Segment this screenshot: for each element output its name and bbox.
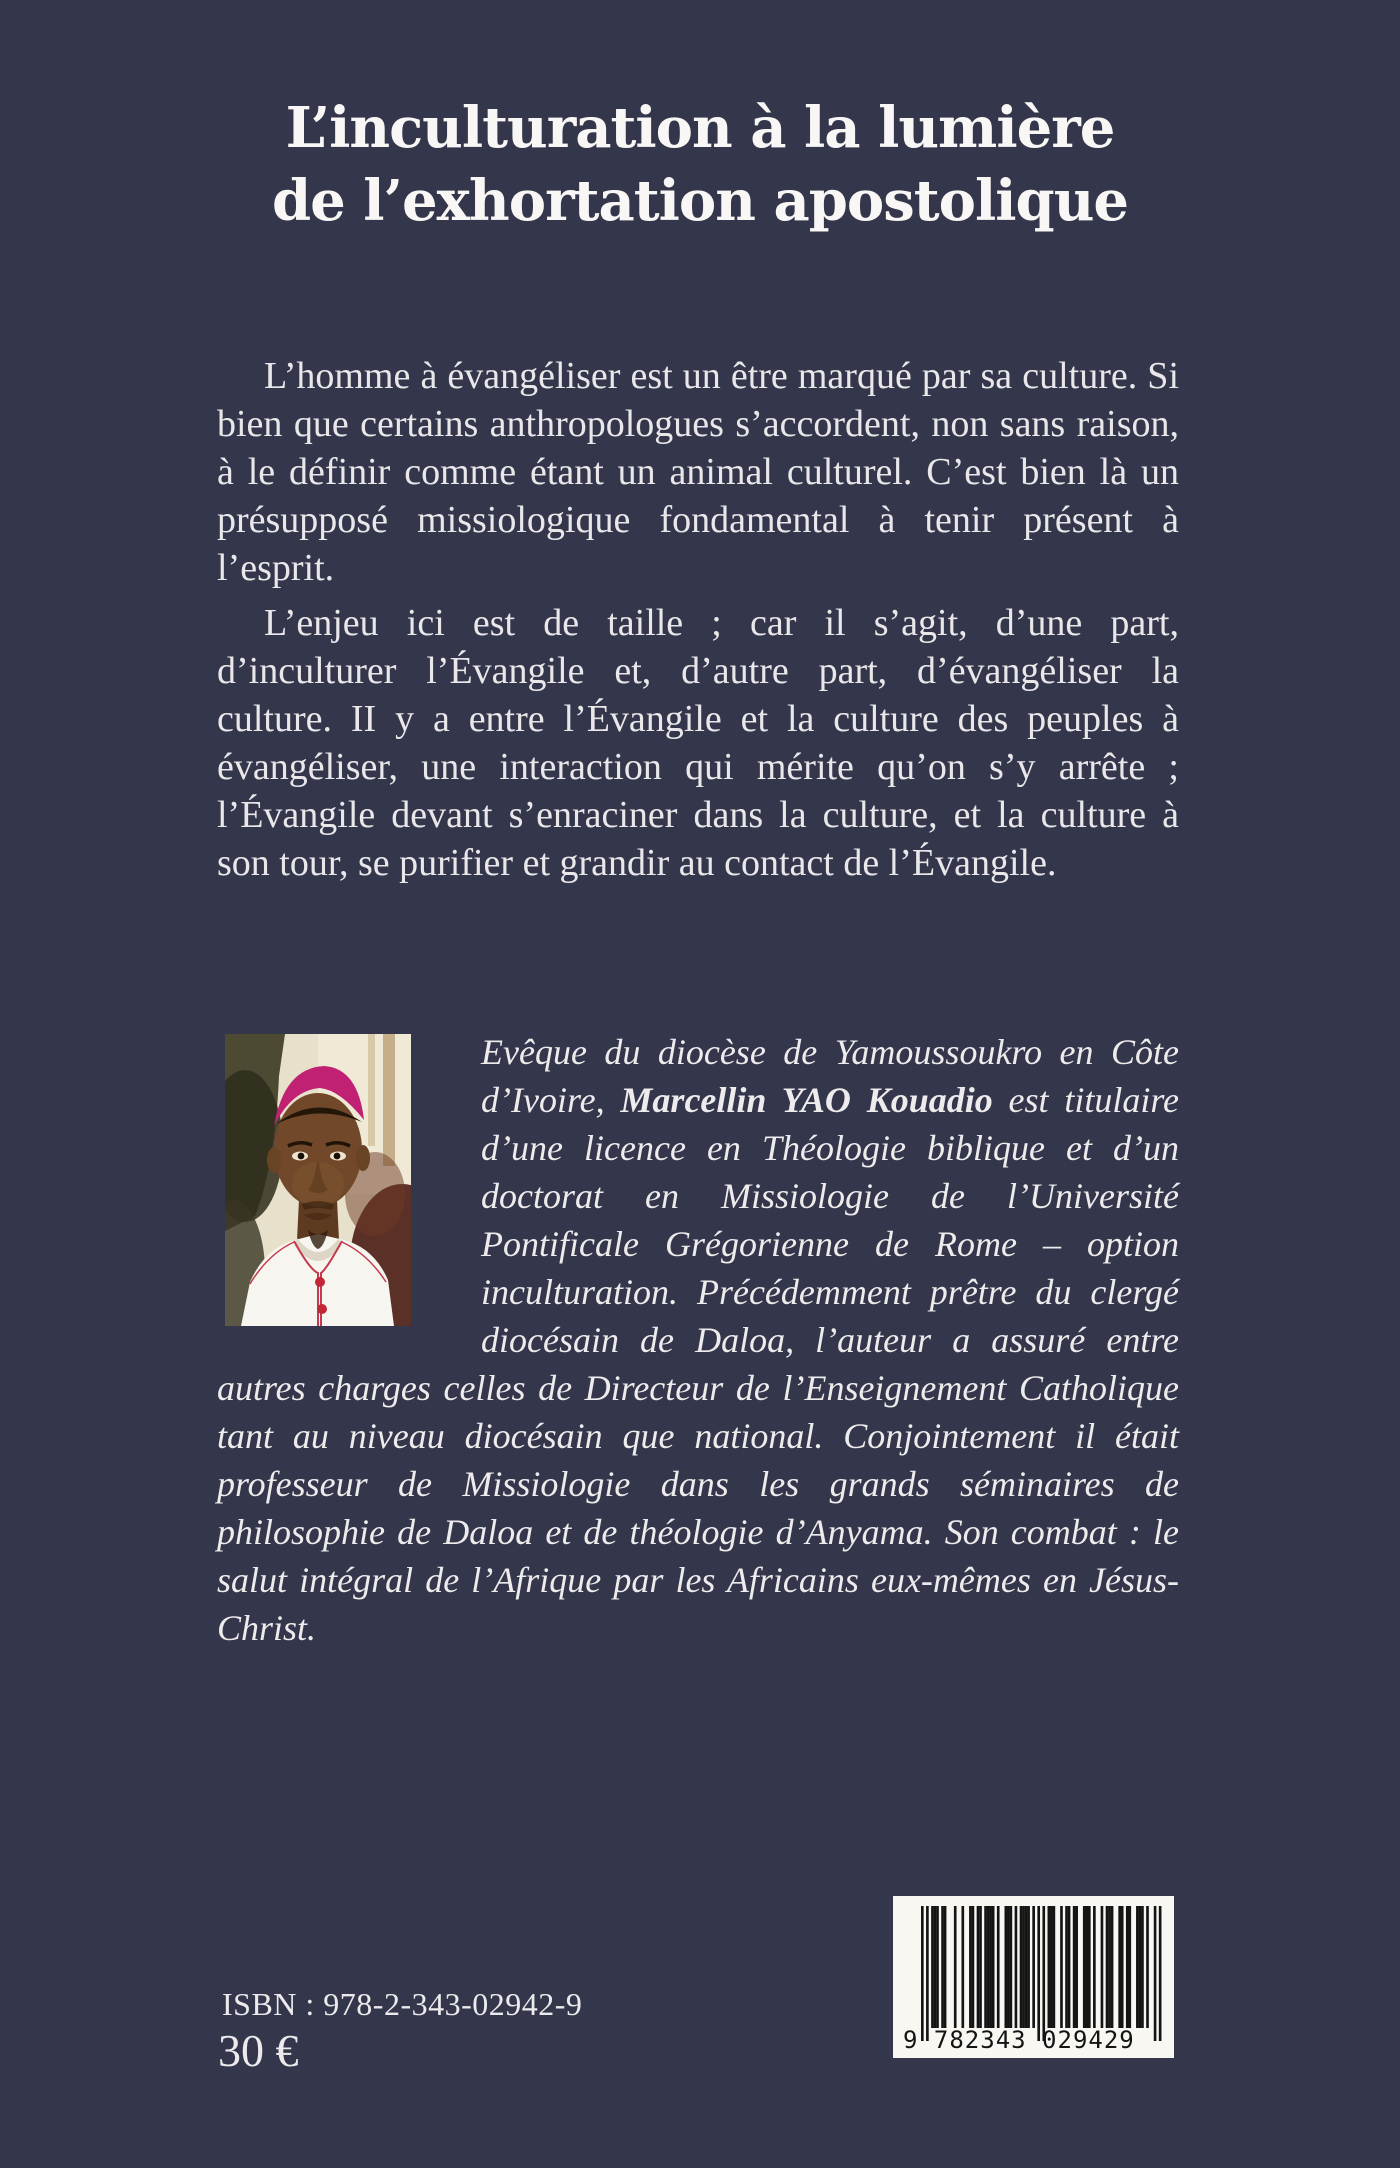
barcode-number: 9 782343 029429 [903, 2026, 1135, 2054]
barcode [893, 1896, 1174, 2058]
pupil [334, 1153, 341, 1160]
bio-text-before-name: Evêque du diocèse de Yamoussoukro en Côte d’Ivoire, [481, 1032, 1179, 1120]
author-name: Marcellin YAO Kouadio [620, 1080, 993, 1120]
pupil [298, 1153, 305, 1160]
isbn-label: ISBN : 978-2-343-02942-9 [222, 1986, 583, 2022]
synopsis-paragraph-2: L’enjeu ici est de taille ; car il s’agit, d’une part, d’inculturer l’Évangile et, d’autre part, d’évangéliser la culture. II y a entre l’Évangile et la culture des peuples à évangéliser, une interaction qui mérite qu’on s’y arrête ; l’Évangile devant s’enraciner dans la culture, et la culture à son tour, se purifier et grandir au contact de l’Évangile. [217, 602, 1179, 884]
synopsis [217, 352, 1179, 887]
author-bio [217, 1028, 1179, 1652]
author-photo [225, 1034, 411, 1326]
book-title-line1: L’inculturation à la lumière [285, 95, 1115, 161]
book-title-line2: de l’exhortation apostolique [271, 168, 1129, 234]
ear [267, 1147, 281, 1173]
cassock-button [315, 1277, 325, 1287]
ear [356, 1145, 370, 1171]
photo-streak [383, 1034, 395, 1166]
synopsis-paragraph-1: L’homme à évangéliser est un être marqué par sa culture. Si bien que certains anthropologues s’accordent, non sans raison, à le définir comme étant un animal culturel. C’est bien là un présupposé missiologique fondamental à tenir présent à l’esprit. [217, 355, 1179, 589]
photo-streak [368, 1034, 375, 1146]
price-label: 30 € [218, 2025, 299, 2076]
book-title [0, 92, 1400, 238]
cassock-button [317, 1304, 327, 1314]
bio-text-after-name: est titulaire d’une licence en Théologie biblique et d’un doctorat en Missiologie de l’Université Pontificale Grégorienne de Rome – option inculturation. Précédemment prêtre du clergé diocésain de Daloa, l’auteur a assuré entre autres charges celles de Directeur de l’Enseignement Catholique tant au niveau diocésain que national. Conjointement il était professeur de Missiologie dans les grands séminaires de philosophie de Daloa et de théologie d’Anyama. Son combat : le salut intégral de l’Afrique par les Africains eux-mêmes en Jésus-Christ. [217, 1080, 1180, 1648]
